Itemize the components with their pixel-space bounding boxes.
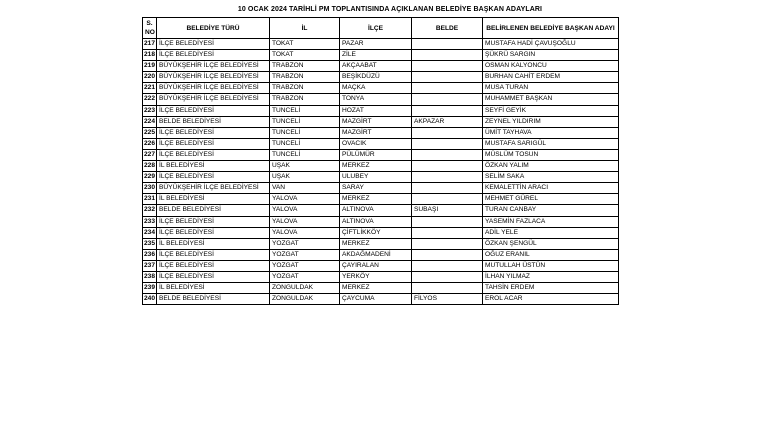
district-cell: ALTINOVA	[340, 205, 412, 216]
province-cell: TUNCELİ	[270, 116, 340, 127]
table-row	[143, 227, 619, 238]
table-row	[143, 183, 619, 194]
municipality-type-cell: BÜYÜKŞEHİR İLÇE BELEDİYESİ	[157, 83, 270, 94]
candidate-name-cell: ÖZKAN YALIM	[483, 161, 619, 172]
province-cell: YALOVA	[270, 216, 340, 227]
table-row	[143, 105, 619, 116]
town-cell: AKPAZAR	[412, 116, 483, 127]
row-number-cell: 223	[143, 105, 157, 116]
town-cell	[412, 183, 483, 194]
town-cell	[412, 172, 483, 183]
town-cell	[412, 39, 483, 50]
candidate-name-cell: BURHAN CAHİT ERDEM	[483, 72, 619, 83]
municipality-type-cell: İLÇE BELEDİYESİ	[157, 149, 270, 160]
municipality-type-cell: İLÇE BELEDİYESİ	[157, 249, 270, 260]
district-cell: MERKEZ	[340, 194, 412, 205]
row-number-cell: 229	[143, 172, 157, 183]
candidate-name-cell: MUSTAFA HADİ ÇAVUŞOĞLU	[483, 39, 619, 50]
header-province: İL	[270, 18, 340, 39]
province-cell: TUNCELİ	[270, 149, 340, 160]
province-cell: ZONGULDAK	[270, 294, 340, 305]
row-number-cell: 230	[143, 183, 157, 194]
municipality-type-cell: İLÇE BELEDİYESİ	[157, 172, 270, 183]
district-cell: MERKEZ	[340, 238, 412, 249]
row-number-cell: 237	[143, 260, 157, 271]
town-cell: SUBAŞI	[412, 205, 483, 216]
province-cell: TUNCELİ	[270, 105, 340, 116]
table-row	[143, 149, 619, 160]
table-row	[143, 205, 619, 216]
province-cell: VAN	[270, 183, 340, 194]
municipality-type-cell: BÜYÜKŞEHİR İLÇE BELEDİYESİ	[157, 72, 270, 83]
municipality-type-cell: İL BELEDİYESİ	[157, 194, 270, 205]
municipality-type-cell: İLÇE BELEDİYESİ	[157, 260, 270, 271]
province-cell: TRABZON	[270, 83, 340, 94]
town-cell	[412, 72, 483, 83]
header-town: BELDE	[412, 18, 483, 39]
candidate-name-cell: MUSTAFA SARIGÜL	[483, 138, 619, 149]
table-header-row	[143, 18, 619, 39]
row-number-cell: 226	[143, 138, 157, 149]
municipality-type-cell: İLÇE BELEDİYESİ	[157, 216, 270, 227]
table-row	[143, 72, 619, 83]
town-cell	[412, 50, 483, 61]
municipality-type-cell: İLÇE BELEDİYESİ	[157, 227, 270, 238]
district-cell: TONYA	[340, 94, 412, 105]
candidate-name-cell: ÜMİT TAYHAVA	[483, 127, 619, 138]
candidate-name-cell: MUHAMMET BAŞKAN	[483, 94, 619, 105]
candidate-name-cell: ZEYNEL YILDIRIM	[483, 116, 619, 127]
town-cell	[412, 149, 483, 160]
row-number-cell: 220	[143, 72, 157, 83]
province-cell: UŞAK	[270, 161, 340, 172]
province-cell: YALOVA	[270, 194, 340, 205]
district-cell: ÇİFTLİKKÖY	[340, 227, 412, 238]
district-cell: ALTINOVA	[340, 216, 412, 227]
row-number-cell: 227	[143, 149, 157, 160]
row-number-cell: 228	[143, 161, 157, 172]
province-cell: YOZGAT	[270, 271, 340, 282]
province-cell: TRABZON	[270, 72, 340, 83]
municipality-type-cell: BELDE BELEDİYESİ	[157, 116, 270, 127]
row-number-cell: 236	[143, 249, 157, 260]
table-row	[143, 50, 619, 61]
district-cell: SARAY	[340, 183, 412, 194]
district-cell: MERKEZ	[340, 161, 412, 172]
candidate-name-cell: SELİM SAKA	[483, 172, 619, 183]
province-cell: TOKAT	[270, 50, 340, 61]
candidate-name-cell: OSMAN KALYONCU	[483, 61, 619, 72]
province-cell: TUNCELİ	[270, 138, 340, 149]
header-district: İLÇE	[340, 18, 412, 39]
candidate-name-cell: OĞUZ ERANIL	[483, 249, 619, 260]
district-cell: ÇAYCUMA	[340, 294, 412, 305]
town-cell	[412, 94, 483, 105]
table-row	[143, 83, 619, 94]
row-number-cell: 217	[143, 39, 157, 50]
province-cell: UŞAK	[270, 172, 340, 183]
row-number-cell: 234	[143, 227, 157, 238]
table-row	[143, 39, 619, 50]
municipality-type-cell: İL BELEDİYESİ	[157, 238, 270, 249]
district-cell: ÇAYIRALAN	[340, 260, 412, 271]
table-row	[143, 294, 619, 305]
district-cell: OVACIK	[340, 138, 412, 149]
municipality-type-cell: İLÇE BELEDİYESİ	[157, 138, 270, 149]
town-cell: FİLYOS	[412, 294, 483, 305]
town-cell	[412, 83, 483, 94]
province-cell: TOKAT	[270, 39, 340, 50]
district-cell: MERKEZ	[340, 283, 412, 294]
province-cell: TUNCELİ	[270, 127, 340, 138]
row-number-cell: 222	[143, 94, 157, 105]
table-row	[143, 172, 619, 183]
district-cell: MAÇKA	[340, 83, 412, 94]
municipality-type-cell: İL BELEDİYESİ	[157, 283, 270, 294]
document-title: 10 OCAK 2024 TARİHLİ PM TOPLANTISINDA AÇIKLANAN BELEDİYE BAŞKAN ADAYLARI	[237, 6, 543, 13]
candidate-name-cell: İLHAN YILMAZ	[483, 271, 619, 282]
candidate-name-cell: MUSA TURAN	[483, 83, 619, 94]
district-cell: MAZGİRT	[340, 127, 412, 138]
candidate-name-cell: SEYFİ GEYİK	[483, 105, 619, 116]
table-row	[143, 271, 619, 282]
district-cell: AKDAĞMADENİ	[340, 249, 412, 260]
row-number-cell: 219	[143, 61, 157, 72]
town-cell	[412, 283, 483, 294]
town-cell	[412, 61, 483, 72]
table-row	[143, 116, 619, 127]
town-cell	[412, 238, 483, 249]
province-cell: YALOVA	[270, 227, 340, 238]
candidates-table	[142, 17, 619, 305]
district-cell: AKÇAABAT	[340, 61, 412, 72]
province-cell: TRABZON	[270, 94, 340, 105]
municipality-type-cell: BÜYÜKŞEHİR İLÇE BELEDİYESİ	[157, 94, 270, 105]
district-cell: PAZAR	[340, 39, 412, 50]
table-row	[143, 161, 619, 172]
province-cell: YOZGAT	[270, 260, 340, 271]
municipality-type-cell: İLÇE BELEDİYESİ	[157, 39, 270, 50]
candidate-name-cell: YASEMİN FAZLACA	[483, 216, 619, 227]
town-cell	[412, 216, 483, 227]
candidate-name-cell: ÖZKAN ŞENGÜL	[483, 238, 619, 249]
table-row	[143, 94, 619, 105]
province-cell: TRABZON	[270, 61, 340, 72]
province-cell: YOZGAT	[270, 238, 340, 249]
row-number-cell: 218	[143, 50, 157, 61]
municipality-type-cell: İLÇE BELEDİYESİ	[157, 105, 270, 116]
candidate-name-cell: KEMALETTİN ARACI	[483, 183, 619, 194]
municipality-type-cell: İL BELEDİYESİ	[157, 161, 270, 172]
table-row	[143, 61, 619, 72]
province-cell: YOZGAT	[270, 249, 340, 260]
table-row	[143, 216, 619, 227]
province-cell: ZONGULDAK	[270, 283, 340, 294]
candidate-name-cell: MÜSLÜM TOSUN	[483, 149, 619, 160]
town-cell	[412, 271, 483, 282]
row-number-cell: 232	[143, 205, 157, 216]
candidate-name-cell: TAHSİN ERDEM	[483, 283, 619, 294]
row-number-cell: 233	[143, 216, 157, 227]
district-cell: YERKÖY	[340, 271, 412, 282]
district-cell: HOZAT	[340, 105, 412, 116]
province-cell: YALOVA	[270, 205, 340, 216]
table-row	[143, 249, 619, 260]
town-cell	[412, 249, 483, 260]
header-municipality-type: BELEDİYE TÜRÜ	[157, 18, 270, 39]
candidate-name-cell: ŞÜKRÜ SARGIN	[483, 50, 619, 61]
table-row	[143, 283, 619, 294]
district-cell: MAZGİRT	[340, 116, 412, 127]
table-row	[143, 238, 619, 249]
candidate-name-cell: EROL ACAR	[483, 294, 619, 305]
table-row	[143, 260, 619, 271]
district-cell: ZİLE	[340, 50, 412, 61]
row-number-cell: 225	[143, 127, 157, 138]
table-row	[143, 127, 619, 138]
municipality-type-cell: BÜYÜKŞEHİR İLÇE BELEDİYESİ	[157, 61, 270, 72]
header-candidate: BELİRLENEN BELEDİYE BAŞKAN ADAYI	[483, 18, 619, 39]
row-number-cell: 239	[143, 283, 157, 294]
candidate-name-cell: MEHMET GÜREL	[483, 194, 619, 205]
town-cell	[412, 105, 483, 116]
district-cell: PÜLÜMÜR	[340, 149, 412, 160]
district-cell: ULUBEY	[340, 172, 412, 183]
municipality-type-cell: BÜYÜKŞEHİR İLÇE BELEDİYESİ	[157, 183, 270, 194]
row-number-cell: 238	[143, 271, 157, 282]
town-cell	[412, 161, 483, 172]
header-no: S. NO	[143, 18, 157, 39]
municipality-type-cell: BELDE BELEDİYESİ	[157, 294, 270, 305]
row-number-cell: 235	[143, 238, 157, 249]
row-number-cell: 224	[143, 116, 157, 127]
town-cell	[412, 127, 483, 138]
row-number-cell: 231	[143, 194, 157, 205]
candidate-name-cell: TURAN CANBAY	[483, 205, 619, 216]
town-cell	[412, 227, 483, 238]
district-cell: BEŞİKDÜZÜ	[340, 72, 412, 83]
row-number-cell: 240	[143, 294, 157, 305]
town-cell	[412, 194, 483, 205]
row-number-cell: 221	[143, 83, 157, 94]
municipality-type-cell: İLÇE BELEDİYESİ	[157, 50, 270, 61]
candidate-name-cell: ADİL YELE	[483, 227, 619, 238]
candidate-name-cell: MUTULLAH ÜSTÜN	[483, 260, 619, 271]
municipality-type-cell: İLÇE BELEDİYESİ	[157, 127, 270, 138]
town-cell	[412, 260, 483, 271]
municipality-type-cell: İLÇE BELEDİYESİ	[157, 271, 270, 282]
table-row	[143, 194, 619, 205]
town-cell	[412, 138, 483, 149]
municipality-type-cell: BELDE BELEDİYESİ	[157, 205, 270, 216]
table-row	[143, 138, 619, 149]
